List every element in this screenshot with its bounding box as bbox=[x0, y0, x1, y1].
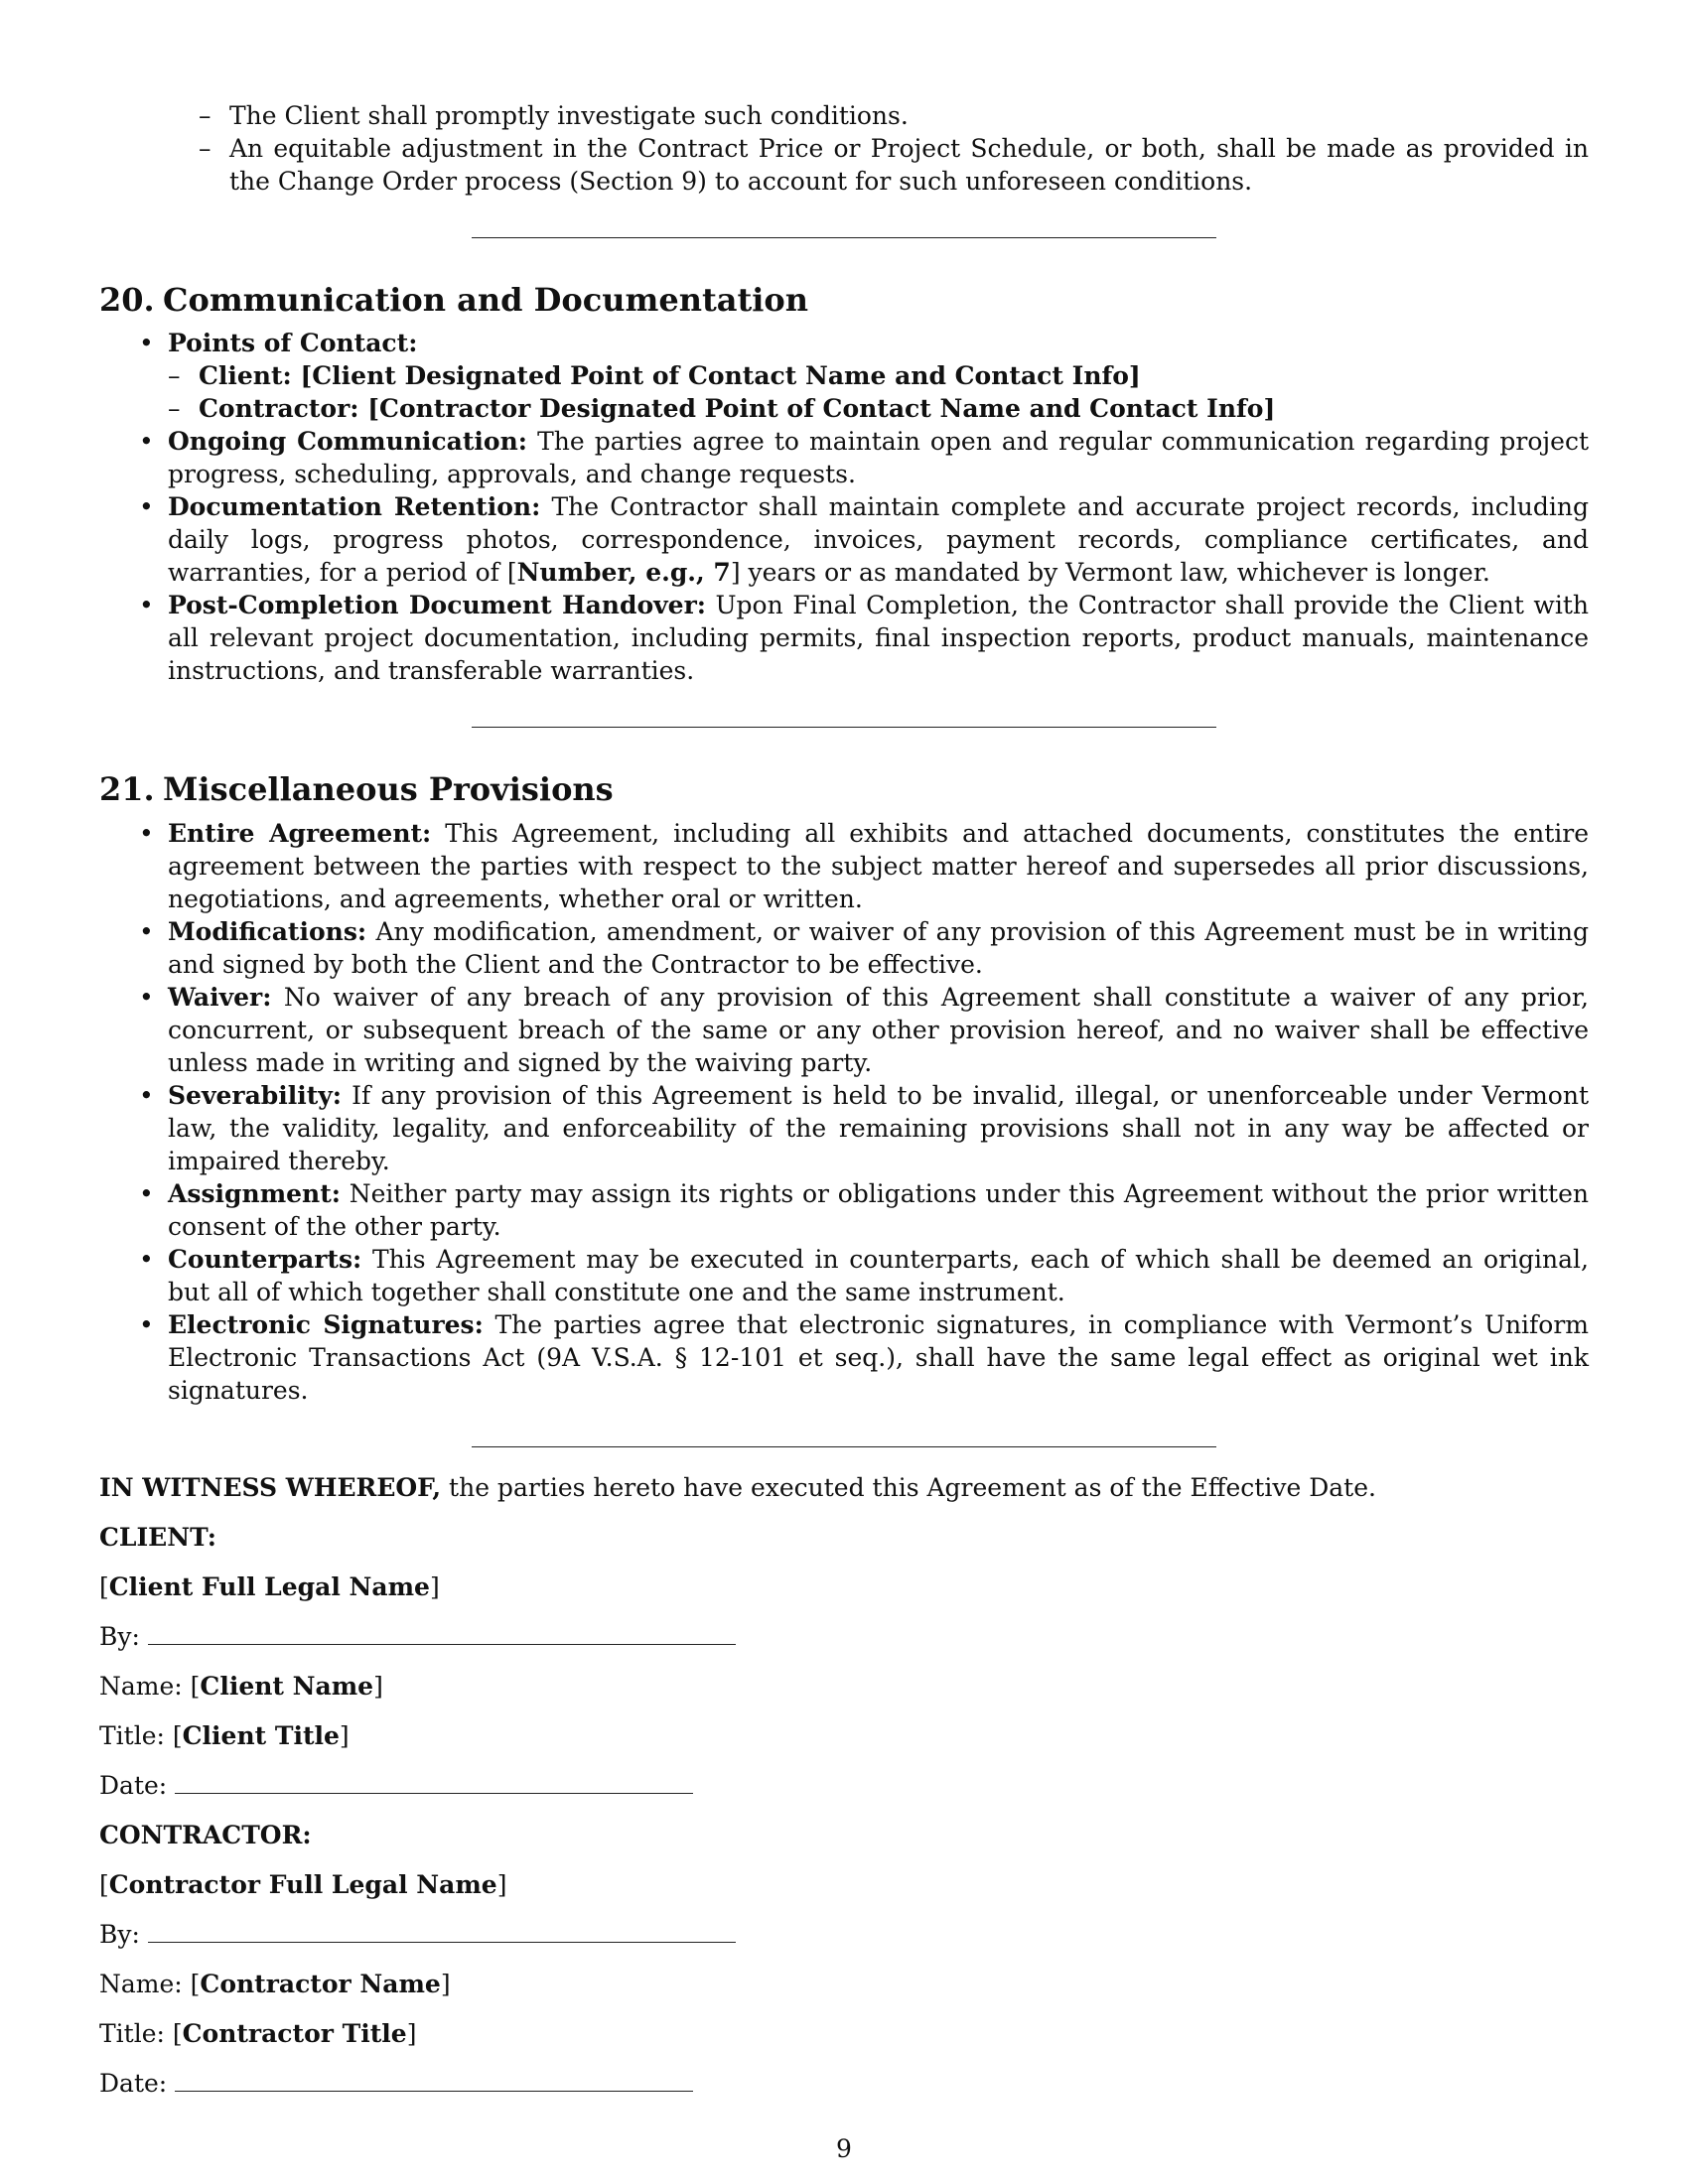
bullet-icon: • bbox=[139, 329, 154, 357]
date-label: Date: bbox=[99, 2069, 168, 2098]
bullet-icon: • bbox=[139, 983, 154, 1012]
client-legal-name: [Client Full Legal Name] bbox=[99, 1572, 440, 1601]
bullet-icon: • bbox=[139, 1310, 154, 1339]
item-label: Ongoing Communication: bbox=[168, 427, 527, 456]
continued-dash-list bbox=[199, 99, 1589, 198]
item-text: This Agreement, including all exhibits and attached documents, constitutes the entire agreement between the parties with respect to the subject matter hereof and supersedes all prior discussions, negotiations, and agreements, whether oral or written. bbox=[168, 819, 1589, 913]
signature-section bbox=[99, 1463, 1589, 2109]
name-label: Name: bbox=[99, 1672, 183, 1701]
item-label: Assignment: bbox=[168, 1179, 342, 1208]
contact-sublist bbox=[168, 359, 1589, 425]
item-text: No waiver of any breach of any provision of this Agreement shall constitute a waiver of any prior, concurrent, or subsequent breach of the same or any other provision hereof, and no waiver shall be effective unless made in writing and signed by the waiving party. bbox=[168, 983, 1589, 1077]
bullet-icon: • bbox=[139, 1245, 154, 1274]
section-20-list bbox=[99, 327, 1589, 687]
contractor-heading: CONTRACTOR: bbox=[99, 1821, 312, 1849]
contractor-date-line[interactable] bbox=[175, 2071, 693, 2092]
contractor-signature-block bbox=[99, 1811, 1589, 2109]
by-label: By: bbox=[99, 1920, 140, 1949]
document-page bbox=[99, 99, 1589, 2109]
bullet-icon: • bbox=[139, 819, 154, 848]
client-name-value: Client Name bbox=[200, 1672, 374, 1701]
item-label: Entire Agreement: bbox=[168, 819, 432, 848]
section-number: 20. bbox=[99, 281, 155, 319]
section-number: 21. bbox=[99, 770, 155, 808]
item-label: Documentation Retention: bbox=[168, 492, 541, 521]
client-signature-line[interactable] bbox=[148, 1624, 736, 1645]
contractor-legal-name-value: Contractor Full Legal Name bbox=[108, 1870, 497, 1899]
witness-text: the parties hereto have executed this Agreement as of the Effective Date. bbox=[449, 1473, 1376, 1502]
title-label: Title: bbox=[99, 1721, 165, 1750]
contractor-name-row: Name: [Contractor Name] bbox=[99, 1970, 451, 1998]
list-item-modifications bbox=[99, 915, 1589, 981]
list-item-severability bbox=[99, 1079, 1589, 1177]
dash-item: – An equitable adjustment in the Contract Price or Project Schedule, or both, shall be made as provided in the Change Order process (Section 9) to account for such unforeseen conditions. bbox=[199, 132, 1589, 198]
section-title: Communication and Documentation bbox=[163, 281, 809, 319]
list-item-ongoing-communication bbox=[99, 425, 1589, 490]
item-text: Upon Final Completion, the Contractor shall provide the Client with all relevant project documentation, including permits, final inspection reports, product manuals, maintenance instructions, and transferable warranties. bbox=[168, 591, 1589, 685]
item-label: Electronic Signatures: bbox=[168, 1310, 484, 1339]
contractor-by-row bbox=[99, 1910, 1589, 1960]
bullet-icon: • bbox=[139, 917, 154, 946]
item-label: Post-Completion Document Handover: bbox=[168, 591, 706, 619]
item-text: This Agreement may be executed in counterparts, each of which shall be deemed an original, but all of which together shall constitute one and the same instrument. bbox=[168, 1245, 1589, 1306]
witness-statement bbox=[99, 1463, 1589, 1513]
item-text: Any modification, amendment, or waiver of any provision of this Agreement must be in writing and signed by both the Client and the Contractor to be effective. bbox=[168, 917, 1590, 979]
list-item-points-of-contact bbox=[99, 327, 1589, 425]
item-label: Points of Contact: bbox=[168, 329, 418, 357]
client-heading: CLIENT: bbox=[99, 1523, 217, 1552]
section-title: Miscellaneous Provisions bbox=[163, 770, 614, 808]
list-item-documentation-retention bbox=[99, 490, 1589, 589]
list-item-electronic-signatures bbox=[99, 1308, 1589, 1407]
section-20-heading bbox=[99, 280, 1589, 320]
contractor-legal-name: [Contractor Full Legal Name] bbox=[99, 1870, 507, 1899]
section-divider bbox=[472, 1446, 1216, 1447]
client-title-row: Title: [Client Title] bbox=[99, 1721, 350, 1750]
client-legal-name-value: Client Full Legal Name bbox=[108, 1572, 430, 1601]
client-title-value: Client Title bbox=[182, 1721, 340, 1750]
section-divider bbox=[472, 727, 1216, 728]
bullet-icon: • bbox=[139, 427, 154, 456]
item-text: The parties agree to maintain open and regular communication regarding project progress, scheduling, approvals, and change requests. bbox=[168, 427, 1590, 488]
by-label: By: bbox=[99, 1622, 140, 1651]
list-item-waiver bbox=[99, 981, 1589, 1079]
list-item-assignment bbox=[99, 1177, 1589, 1243]
contractor-title-value: Contractor Title bbox=[182, 2019, 407, 2048]
client-contact: – Client: [Client Designated Point of Contact Name and Contact Info] bbox=[168, 359, 1589, 392]
section-21-heading bbox=[99, 769, 1589, 809]
contractor-name-value: Contractor Name bbox=[200, 1970, 441, 1998]
bullet-icon: • bbox=[139, 1081, 154, 1110]
name-label: Name: bbox=[99, 1970, 183, 1998]
item-label: Waiver: bbox=[168, 983, 272, 1012]
bullet-icon: • bbox=[139, 1179, 154, 1208]
list-item-counterparts bbox=[99, 1243, 1589, 1308]
section-divider bbox=[472, 237, 1216, 238]
bullet-icon: • bbox=[139, 591, 154, 619]
contractor-date-row bbox=[99, 2059, 1589, 2109]
item-text-continued: ] years or as mandated by Vermont law, whichever is longer. bbox=[730, 558, 1490, 587]
dash-item: – The Client shall promptly investigate such conditions. bbox=[199, 99, 1589, 132]
title-label: Title: bbox=[99, 2019, 165, 2048]
contractor-signature-line[interactable] bbox=[148, 1922, 736, 1943]
contractor-title-row: Title: [Contractor Title] bbox=[99, 2019, 417, 2048]
item-text: The Contractor shall maintain complete and accurate project records, including daily logs, progress photos, correspondence, invoices, payment records, compliance certificates, and warranties, for a period of [ bbox=[168, 492, 1590, 587]
client-date-row bbox=[99, 1761, 1589, 1811]
client-date-line[interactable] bbox=[175, 1773, 693, 1794]
item-label: Modifications: bbox=[168, 917, 367, 946]
client-name-row: Name: [Client Name] bbox=[99, 1672, 383, 1701]
page-number: 9 bbox=[836, 2134, 852, 2163]
date-label: Date: bbox=[99, 1771, 168, 1800]
client-signature-block bbox=[99, 1513, 1589, 1811]
section-21-list bbox=[99, 817, 1589, 1407]
item-text: If any provision of this Agreement is held to be invalid, illegal, or unenforceable under Vermont law, the validity, legality, and enforceability of the remaining provisions shall not in any way be affected or impaired thereby. bbox=[168, 1081, 1589, 1175]
client-by-row bbox=[99, 1612, 1589, 1662]
item-label: Severability: bbox=[168, 1081, 343, 1110]
witness-label: IN WITNESS WHEREOF, bbox=[99, 1473, 442, 1502]
list-item-document-handover bbox=[99, 589, 1589, 687]
item-text: Neither party may assign its rights or obligations under this Agreement without the prior written consent of the other party. bbox=[168, 1179, 1589, 1241]
list-item-entire-agreement bbox=[99, 817, 1589, 915]
placeholder-number: Number, e.g., 7 bbox=[516, 558, 731, 587]
contractor-contact: – Contractor: [Contractor Designated Point of Contact Name and Contact Info] bbox=[168, 392, 1589, 425]
bullet-icon: • bbox=[139, 492, 154, 521]
item-label: Counterparts: bbox=[168, 1245, 362, 1274]
item-text: The parties agree that electronic signatures, in compliance with Vermont’s Uniform Electronic Transactions Act (9A V.S.A. § 12-101 et seq.), shall have the same legal effect as original wet ink signatures. bbox=[168, 1310, 1590, 1405]
